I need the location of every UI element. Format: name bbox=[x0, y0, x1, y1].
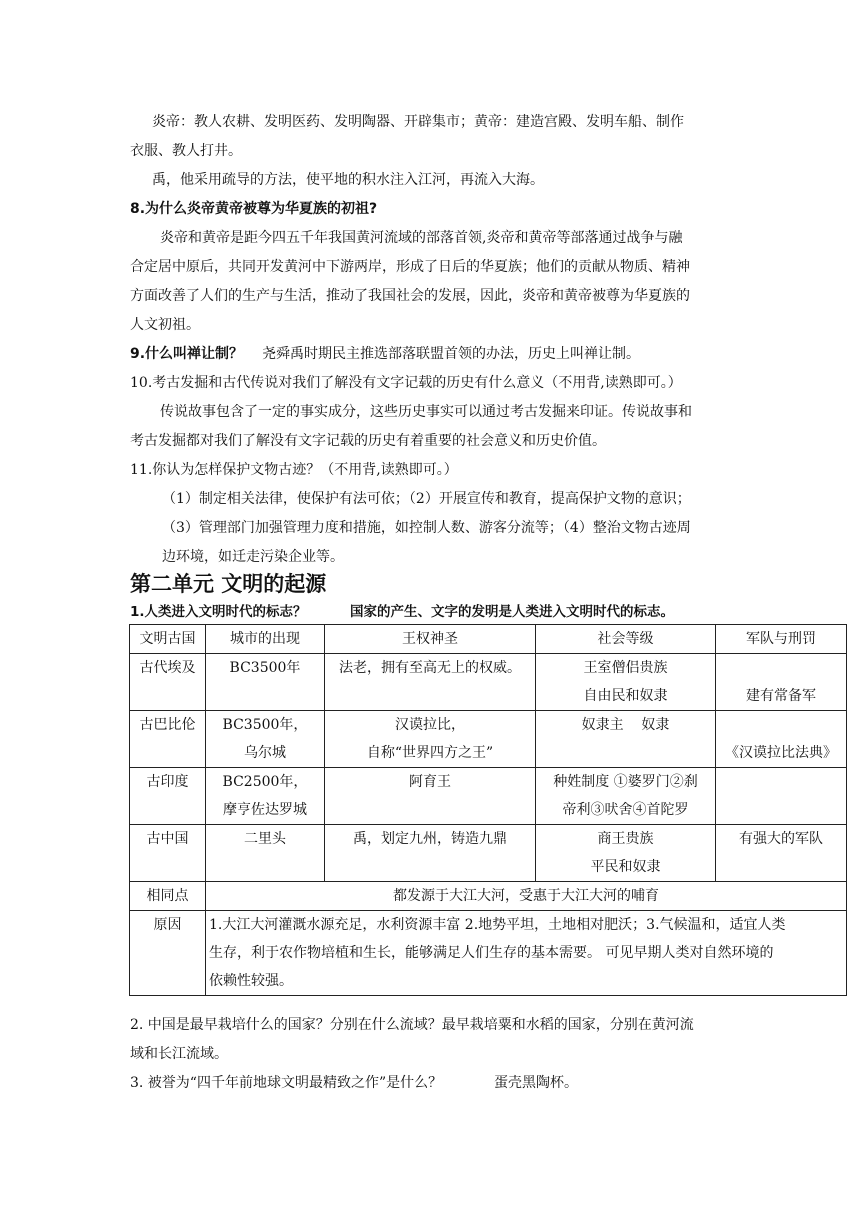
intro-line-3: 禹，他采用疏导的方法，使平地的积水注入江河，再流入大海。 bbox=[152, 172, 544, 188]
cell-line bbox=[719, 654, 843, 682]
q2-line-1: 2. 中国是最早栽培什么的国家？分别在什么流域？最早栽培粟和水稻的国家，分别在黄河流 bbox=[130, 1017, 694, 1033]
q8-line-3: 方面改善了人们的生产与生活，推动了我国社会的发展，因此，炎帝和黄帝被尊为华夏族的 bbox=[130, 288, 690, 304]
cell-line bbox=[716, 711, 846, 739]
q11-line-1: （1）制定相关法律，使保护有法可依；（2）开展宣传和教育，提高保护文物的意识； bbox=[162, 491, 691, 507]
cell-line: 生存，利于农作物培植和生长，能够满足人们生存的基本需要。 可见早期人类对自然环境的 bbox=[209, 945, 774, 961]
army-cell bbox=[716, 711, 847, 768]
cell-line: 建有常备军 bbox=[746, 688, 816, 704]
q3-question: 3. 被誉为“四千年前地球文明最精致之作”是什么？ bbox=[130, 1075, 443, 1091]
army-cell bbox=[716, 654, 847, 711]
army-cell bbox=[716, 825, 847, 882]
cell-line bbox=[719, 796, 843, 824]
power-cell bbox=[325, 654, 536, 711]
common-label-cell: 相同点 bbox=[130, 882, 206, 911]
civilizations-table bbox=[129, 624, 847, 996]
power-cell bbox=[325, 825, 536, 882]
cell-line bbox=[719, 768, 843, 796]
unit2-q1-title: 1.人类进入文明时代的标志？ bbox=[130, 604, 307, 620]
cell-line: 《汉谟拉比法典》 bbox=[725, 745, 837, 761]
cell-line: 禹，划定九州，铸造九鼎 bbox=[353, 831, 507, 847]
cell-line: 商王贵族 bbox=[597, 831, 654, 847]
table-header-row bbox=[130, 625, 847, 654]
cell-line: BC2500年， bbox=[222, 774, 308, 790]
q10-line-2: 考古发掘都对我们了解没有文字记载的历史有着重要的社会意义和历史价值。 bbox=[130, 433, 606, 449]
cell-line: 依赖性较强。 bbox=[209, 973, 293, 989]
cell-line: 摩亨佐达罗城 bbox=[223, 802, 307, 818]
table-row bbox=[130, 654, 847, 711]
cell-line: 种姓制度 ①婆罗门②刹 bbox=[553, 774, 698, 790]
class-cell bbox=[536, 654, 716, 711]
cell-line: 乌尔城 bbox=[244, 745, 286, 761]
cell-line: 阿育王 bbox=[409, 774, 451, 790]
q11-line-2: （3）管理部门加强管理力度和措施，如控制人数、游客分流等；（4）整治文物古迹周 bbox=[162, 520, 691, 536]
power-cell bbox=[325, 768, 536, 825]
unit2-heading: 第二单元 文明的起源 bbox=[130, 572, 327, 596]
q10-line-1: 传说故事包含了一定的事实成分，这些历史事实可以通过考古发掘来印证。传说故事和 bbox=[160, 404, 692, 420]
cell-line bbox=[209, 682, 321, 710]
country-cell: 古代埃及 bbox=[130, 654, 206, 711]
cell-line: 平民和奴隶 bbox=[590, 859, 661, 875]
cell-line bbox=[539, 739, 712, 767]
reason-label-cell: 原因 bbox=[130, 911, 206, 996]
country-cell: 古巴比伦 bbox=[130, 711, 206, 768]
intro-line-1: 炎帝：教人农耕、发明医药、发明陶器、开辟集市；黄帝：建造宫殿、发明车船、制作 bbox=[152, 114, 684, 130]
q10-title: 10.考古发掘和古代传说对我们了解没有文字记载的历史有什么意义（不用背,读熟即可。） bbox=[130, 375, 682, 391]
cell-line: 自称“世界四方之王” bbox=[366, 745, 494, 761]
cell-line: 王室僧侣贵族 bbox=[583, 660, 668, 676]
city-cell bbox=[206, 825, 325, 882]
cell-line bbox=[209, 853, 321, 881]
city-cell bbox=[206, 768, 325, 825]
cell-line: 二里头 bbox=[244, 831, 286, 847]
power-cell bbox=[325, 711, 536, 768]
country-cell: 古中国 bbox=[130, 825, 206, 882]
header-cell: 军队与刑罚 bbox=[716, 625, 847, 654]
header-cell: 王权神圣 bbox=[325, 625, 536, 654]
cell-line bbox=[328, 682, 532, 710]
table-row-reason bbox=[130, 911, 847, 996]
reason-text-cell bbox=[206, 911, 847, 996]
q2-line-2: 域和长江流域。 bbox=[130, 1046, 228, 1062]
q8-line-4: 人文初祖。 bbox=[130, 317, 200, 333]
table-row bbox=[130, 711, 847, 768]
common-text-cell: 都发源于大江大河，受惠于大江大河的哺育 bbox=[206, 882, 847, 911]
intro-line-2: 衣服、教人打井。 bbox=[130, 143, 242, 159]
header-cell: 社会等级 bbox=[536, 625, 716, 654]
q9-title: 9.什么叫禅让制？ bbox=[130, 346, 244, 362]
cell-line: 有强大的军队 bbox=[739, 831, 823, 847]
table-row bbox=[130, 768, 847, 825]
city-cell bbox=[206, 654, 325, 711]
q8-line-2: 合定居中原后，共同开发黄河中下游两岸，形成了日后的华夏族；他们的贡献从物质、精神 bbox=[130, 259, 690, 275]
class-cell bbox=[536, 768, 716, 825]
q11-line-3: 边环境，如迁走污染企业等。 bbox=[162, 549, 344, 565]
table-row bbox=[130, 825, 847, 882]
cell-line: 奴隶主 奴隶 bbox=[581, 717, 670, 733]
q8-line-1: 炎帝和黄帝是距今四五千年我国黄河流域的部落首领,炎帝和黄帝等部落通过战争与融 bbox=[160, 230, 683, 246]
cell-line: BC3500年， bbox=[222, 717, 308, 733]
header-cell: 城市的出现 bbox=[206, 625, 325, 654]
city-cell bbox=[206, 711, 325, 768]
army-cell bbox=[716, 768, 847, 825]
cell-line: 法老，拥有至高无上的权威。 bbox=[339, 660, 521, 676]
table-row-common bbox=[130, 882, 847, 911]
cell-line bbox=[328, 853, 532, 881]
unit2-q1-answer: 国家的产生、文字的发明是人类进入文明时代的标志。 bbox=[350, 604, 674, 620]
cell-line: 汉谟拉比， bbox=[395, 717, 465, 733]
class-cell bbox=[536, 825, 716, 882]
q9-answer: 尧舜禹时期民主推选部落联盟首领的办法，历史上叫禅让制。 bbox=[262, 346, 640, 362]
cell-line: 自由民和奴隶 bbox=[583, 688, 668, 704]
country-cell: 古印度 bbox=[130, 768, 206, 825]
cell-line: 1.大江大河灌溉水源充足，水利资源丰富 2.地势平坦，土地相对肥沃；3.气候温和，适宜人类 bbox=[209, 917, 786, 933]
cell-line: 帝利③吠舍④首陀罗 bbox=[562, 802, 689, 818]
cell-line: BC3500年 bbox=[229, 660, 301, 676]
q3-answer: 蛋壳黑陶杯。 bbox=[494, 1075, 578, 1091]
class-cell bbox=[536, 711, 716, 768]
cell-line bbox=[719, 853, 843, 881]
cell-line bbox=[328, 796, 532, 824]
q8-title: 8.为什么炎帝黄帝被尊为华夏族的初祖? bbox=[130, 201, 378, 217]
q11-title: 11.你认为怎样保护文物古迹？（不用背,读熟即可。） bbox=[130, 462, 458, 478]
header-cell: 文明古国 bbox=[130, 625, 206, 654]
